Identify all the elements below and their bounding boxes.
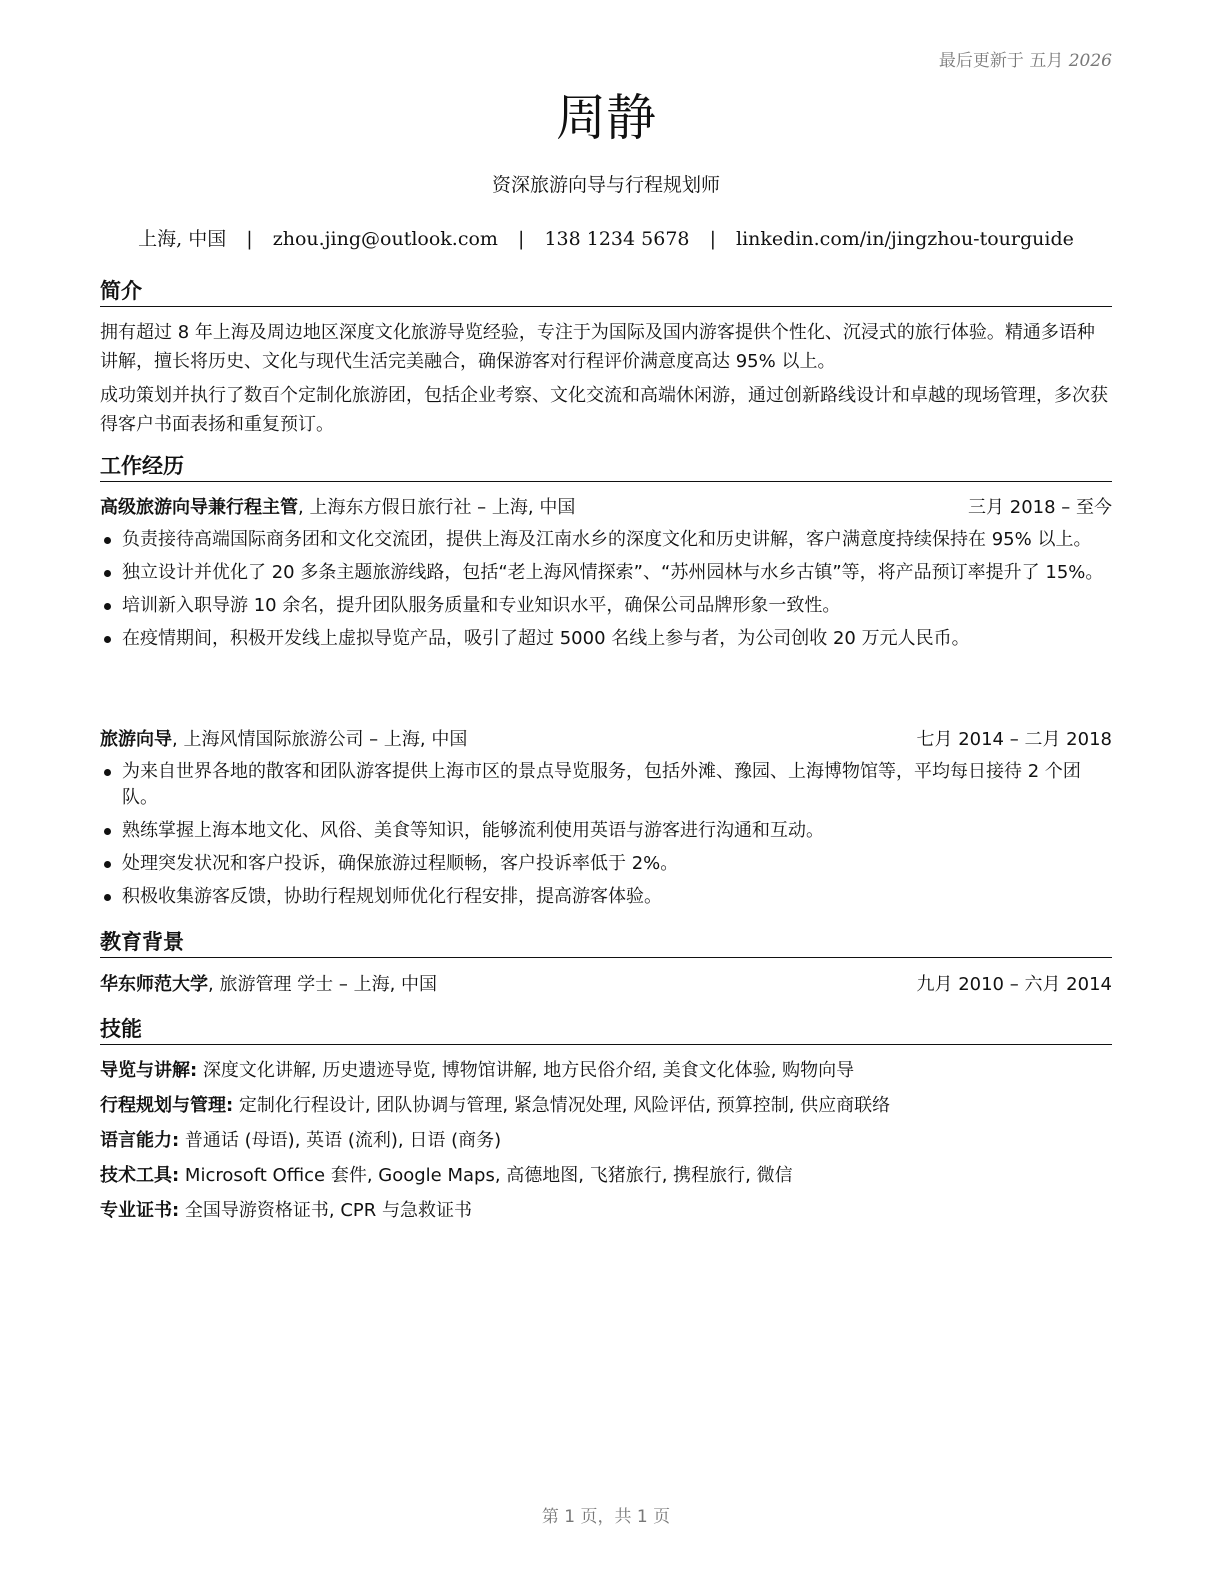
job-title: 高级旅游向导兼行程主管 [100,497,298,518]
summary-paragraph: 成功策划并执行了数百个定制化旅游团，包括企业考察、文化交流和高端休闲游，通过创新路线设计和卓越的现场管理，多次获得客户书面表扬和重复预订。 [100,385,1108,435]
skill-value: 定制化行程设计, 团队协调与管理, 紧急情况处理, 风险评估, 预算控制, 供应商联络 [233,1095,891,1116]
list-item: 培训新入职导游 10 余名，提升团队服务质量和专业知识水平，确保公司品牌形象一致性。 [100,593,1112,619]
section-title-summary: 简介 [100,277,1112,307]
list-item: 独立设计并优化了 20 多条主题旅游线路，包括“老上海风情探索”、“苏州园林与水乡古镇”等，将产品预订率提升了 15%。 [100,560,1112,586]
skill-key: 行程规划与管理: [100,1095,234,1116]
job-header [100,726,1112,754]
skill-row [100,1092,1112,1120]
skill-value: 深度文化讲解, 历史遗迹导览, 博物馆讲解, 地方民俗介绍, 美食文化体验, 购物向导 [197,1060,855,1081]
job-title: 旅游向导 [100,729,172,750]
summary-paragraph: 拥有超过 8 年上海及周边地区深度文化旅游导览经验，专注于为国际及国内游客提供个性化、沉浸式的旅行体验。精通多语种讲解，擅长将历史、文化与现代生活完美融合，确保游客对行程评价满意度高达 95% 以上。 [100,322,1095,372]
updated-year: 2026 [1068,51,1112,71]
list-item: 在疫情期间，积极开发线上虚拟导览产品，吸引了超过 5000 名线上参与者，为公司创收 20 万元人民币。 [100,626,1112,652]
updated-note [939,46,1112,71]
bullet-dot [104,894,111,901]
contact-linkedin[interactable]: linkedin.com/in/jingzhou-tourguide [736,228,1074,250]
skill-value: Microsoft Office 套件, Google Maps, 高德地图, 飞猪旅行, 携程旅行, 微信 [179,1165,793,1186]
contact-line [100,224,1112,251]
skill-row [100,1162,1112,1190]
job-header [100,494,1112,522]
skill-key: 技术工具: [100,1165,180,1186]
bullet-dot [104,861,111,868]
bullet-dot [104,828,111,835]
education-date: 九月 2010 – 六月 2014 [916,974,1112,995]
contact-email[interactable]: zhou.jing@outlook.com [272,228,498,250]
skill-row [100,1057,1112,1085]
list-item: 为来自世界各地的散客和团队游客提供上海市区的景点导览服务，包括外滩、豫园、上海博物馆等，平均每日接待 2 个团队。 [100,759,1112,811]
job-date: 三月 2018 – 至今 [968,497,1112,518]
bullet-dot [104,537,111,544]
job-bullets [100,759,1112,917]
job-org: , 上海风情国际旅游公司 – 上海, 中国 [172,729,468,750]
job-org: , 上海东方假日旅行社 – 上海, 中国 [298,497,576,518]
bullet-dot [104,769,111,776]
skill-key: 导览与讲解: [100,1060,198,1081]
job-bullets [100,527,1112,659]
contact-separator: | [709,228,716,250]
updated-label: 最后更新于 五月 [938,51,1064,71]
section-title-skills: 技能 [100,1015,1112,1045]
bullet-dot [104,603,111,610]
list-item: 处理突发状况和客户投诉，确保旅游过程顺畅，客户投诉率低于 2%。 [100,851,1112,877]
person-subtitle: 资深旅游向导与行程规划师 [491,174,720,196]
education-entry [100,971,1112,999]
contact-separator: | [518,228,525,250]
bullet-dot [104,570,111,577]
section-title-experience: 工作经历 [100,452,1112,482]
section-title-education: 教育背景 [100,928,1112,958]
list-item: 熟练掌握上海本地文化、风俗、美食等知识，能够流利使用英语与游客进行沟通和互动。 [100,818,1112,844]
skill-key: 语言能力: [100,1130,180,1151]
contact-location: 上海, 中国 [138,228,227,250]
skill-row [100,1197,1112,1225]
skill-value: 普通话 (母语), 英语 (流利), 日语 (商务) [179,1130,502,1151]
school-name: 华东师范大学 [100,974,208,995]
job-date: 七月 2014 – 二月 2018 [916,729,1112,750]
page-number: 第 1 页，共 1 页 [541,1507,671,1527]
skill-row [100,1127,1112,1155]
list-item: 积极收集游客反馈，协助行程规划师优化行程安排，提高游客体验。 [100,884,1112,910]
skill-key: 专业证书: [100,1200,180,1221]
education-detail: , 旅游管理 学士 – 上海, 中国 [208,974,438,995]
person-name: 周静 [556,89,656,147]
skill-value: 全国导游资格证书, CPR 与急救证书 [179,1200,473,1221]
contact-separator: | [246,228,253,250]
contact-phone[interactable]: 138 1234 5678 [544,228,690,250]
bullet-dot [104,636,111,643]
list-item: 负责接待高端国际商务团和文化交流团，提供上海及江南水乡的深度文化和历史讲解，客户满意度持续保持在 95% 以上。 [100,527,1112,553]
